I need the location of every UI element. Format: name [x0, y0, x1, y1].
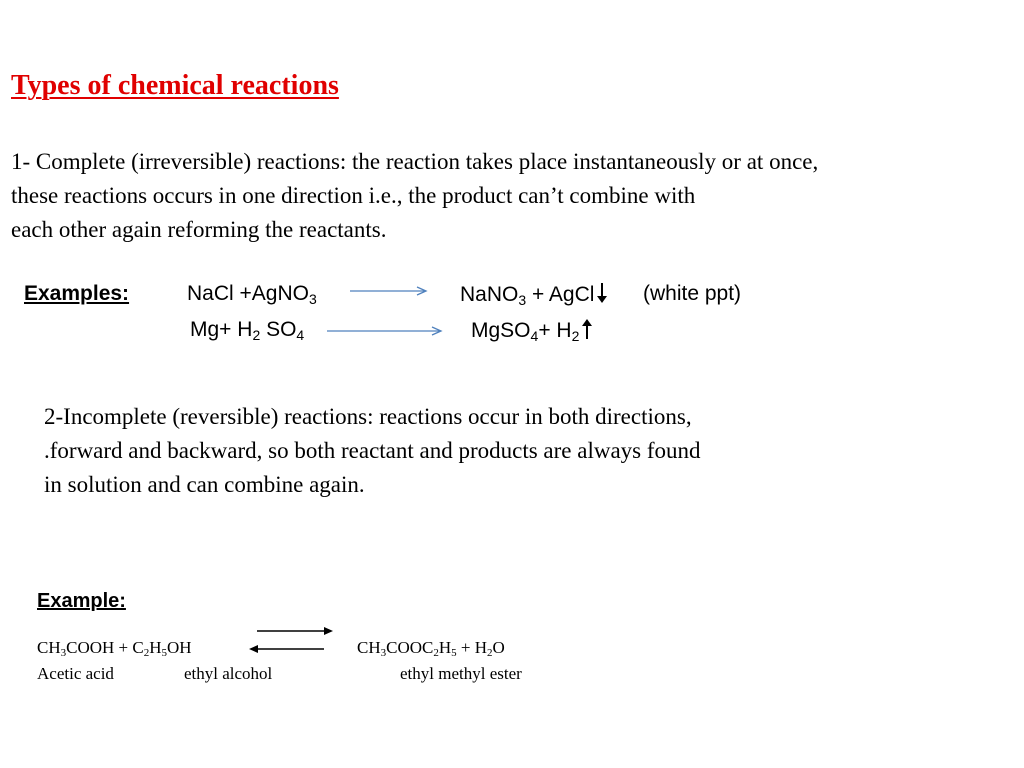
product-h2-sub: 2: [487, 647, 493, 659]
reversible-backward-arrow: [249, 645, 324, 653]
example-label: Example:: [37, 590, 126, 612]
reaction1-product-sub: 3: [518, 292, 527, 308]
white-ppt-note: (white ppt): [643, 282, 742, 305]
reactant-h: H: [149, 638, 162, 657]
reaction2-forward-arrow: [327, 327, 441, 335]
reactant-cooh-c: COOH + C: [66, 638, 144, 657]
product-o: O: [492, 638, 505, 657]
incomplete-line-2: .forward and backward, so both reactant and products are always found: [44, 438, 701, 463]
name-acetic-acid: Acetic acid: [37, 664, 114, 683]
reaction2-mgso: MgSO: [471, 319, 531, 342]
product-ch-sub: 3: [380, 647, 387, 659]
product-cooc: COOC: [386, 638, 434, 657]
reaction2-h: + H: [538, 319, 572, 342]
reaction2-mg-h: Mg+ H: [190, 318, 253, 341]
product-h-sub: 5: [451, 647, 457, 659]
reactant-c-sub: 2: [143, 647, 150, 659]
reactant-ch: CH: [37, 638, 61, 657]
name-ethyl-methyl-ester: ethyl methyl ester: [400, 664, 522, 683]
reaction2-h-sub: 2: [252, 327, 261, 343]
reaction1-reactants-sub: 3: [308, 291, 317, 307]
product-cooc-sub: 2: [433, 647, 439, 659]
reactant-oh: OH: [167, 638, 192, 657]
reaction2-so: SO: [260, 318, 297, 341]
product-ch: CH: [357, 638, 381, 657]
reaction1-product-nano3: NaNO: [460, 283, 519, 306]
reaction2-h2-sub: 2: [571, 328, 580, 344]
incomplete-line-1: 2-Incomplete (reversible) reactions: reactions occur in both directions,: [44, 404, 692, 429]
complete-line-1: 1- Complete (irreversible) reactions: the reaction takes place instantaneously or at once,: [11, 149, 819, 174]
incomplete-line-3: in solution and can combine again.: [44, 472, 365, 497]
examples-label: Examples:: [24, 282, 130, 305]
name-ethyl-alcohol: ethyl alcohol: [184, 664, 273, 683]
product-plus-h: + H: [456, 638, 488, 657]
reaction2-so-sub: 4: [296, 327, 305, 343]
reaction1-forward-arrow: [350, 287, 426, 295]
reaction1-product-agcl: + AgCl: [526, 283, 595, 306]
complete-line-3: each other again reforming the reactants.: [11, 217, 387, 242]
slide-title: Types of chemical reactions: [11, 70, 339, 101]
reactant-h-sub: 5: [161, 647, 168, 659]
complete-line-2: these reactions occurs in one direction i.e., the product can’t combine with: [11, 183, 696, 208]
reversible-forward-arrow: [257, 627, 333, 635]
product-h: H: [438, 638, 452, 657]
reaction1-reactants-text: NaCl +AgNO: [187, 282, 309, 305]
reaction2-mgso-sub: 4: [530, 328, 539, 344]
reactant-ch-sub: 3: [60, 647, 67, 659]
